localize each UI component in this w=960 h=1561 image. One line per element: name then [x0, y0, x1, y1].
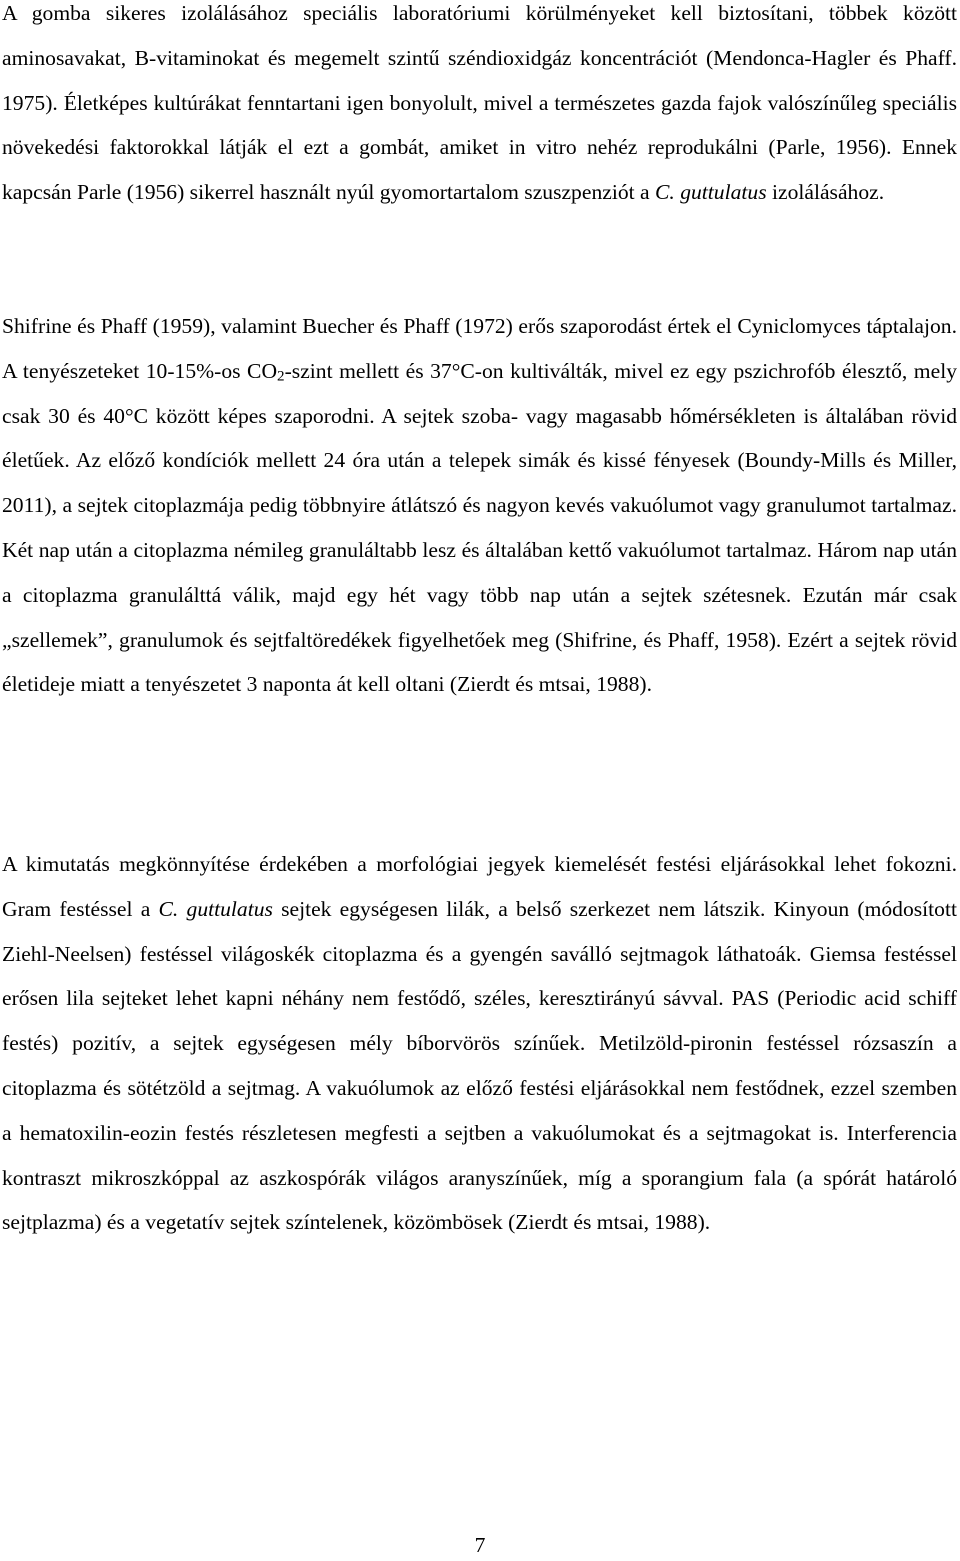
paragraph-text: izolálásához. [766, 180, 885, 205]
paragraph-staining-methods [0, 842, 960, 1245]
paragraph-isolation-conditions [0, 0, 960, 215]
subscript-2: 2 [277, 368, 285, 385]
paragraph-text: A gomba sikeres izolálásához speciális laboratóriumi körülményeket kell biztosítani, többek között aminosavakat, B-vitaminokat és megemelt szintű széndioxidgáz koncentrációt (Mendonca-Hagler és Phaff. 1975). Életképes kultúrákat fenntartani igen bonyolult, mivel a természetes gazda fajok valószínűleg speciális növekedési faktorokkal látják el ezt a gombát, amiket in vitro nehéz reprodukálni (Parle, 1956). Ennek kapcsán Parle (1956) sikerrel használt nyúl gyomortartalom szuszpenziót a [2, 1, 957, 205]
species-name-italic: C. guttulatus [655, 180, 767, 205]
paragraph-text: A kimutatás megkönnyítése érdekében a morfológiai jegyek kiemelését festési eljárásokkal lehet fokozni. Gram festéssel a [2, 852, 957, 921]
paragraph-text: sejtek egységesen lilák, a belső szerkezet nem látszik. Kinyoun (módosított Ziehl-Neelsen) festéssel világoskék citoplazma és a gyengén saválló sejtmagok láthatoák. Giemsa festéssel erősen lila sejteket lehet kapni néhány nem festődő, széles, keresztirányú sávval. PAS (Periodic acid schiff festés) pozitív, a sejtek egységesen mély bíborvörös színűek. Metilzöld-pironin festéssel rózsaszín a citoplazma és sötétzöld a sejtmag. A vakuólumok az előző festési eljárásokkal nem festődnek, ezzel szemben a hematoxilin-eozin festés részletesen megfesti a sejtben a vakuólumokat és a sejtmagokat is. Interferencia kontraszt mikroszkóppal az aszkospórák világos aranyszínűek, míg a sporangium fala (a spórát határoló sejtplazma) és a vegetatív sejtek színtelenek, közömbösek (Zierdt és mtsai, 1988). [2, 896, 957, 1235]
paragraph-culture-growth [0, 304, 960, 707]
paragraph-text: -szint mellett és 37°C-on kultiválták, mivel ez egy pszichrofób élesztő, mely csak 30 és 40°C között képes szaporodni. A sejtek szoba- vagy magasabb hőmérsékleten is általában rövid életűek. Az előző kondíciók mellett 24 óra után a telepek simák és kissé fényesek (Boundy-Mills és Miller, 2011), a sejtek citoplazmája pedig többnyire átlátszó és nagyon kevés vakuólumot vagy granulumot tartalmaz. Két nap után a citoplazma némileg granuláltabb lesz és általában kettő vakuólumot tartalmaz. Három nap után a citoplazma granulálttá válik, majd egy hét vagy több nap után a sejtek szétesnek. Ezután már csak „szellemek”, granulumok és sejtfaltöredékek figyelhetőek meg (Shifrine, és Phaff, 1958). Ezért a sejtek rövid életideje miatt a tenyészetet 3 naponta át kell oltani (Zierdt és mtsai, 1988). [2, 358, 957, 697]
page-number: 7 [474, 1533, 486, 1557]
paragraph-text: Shifrine és Phaff (1959), valamint Buecher és Phaff (1972) erős szaporodást értek el Cyniclomyces táptalajon. A tenyészeteket 10-15%-os CO [2, 314, 957, 383]
species-name-italic: C. guttulatus [158, 896, 273, 921]
